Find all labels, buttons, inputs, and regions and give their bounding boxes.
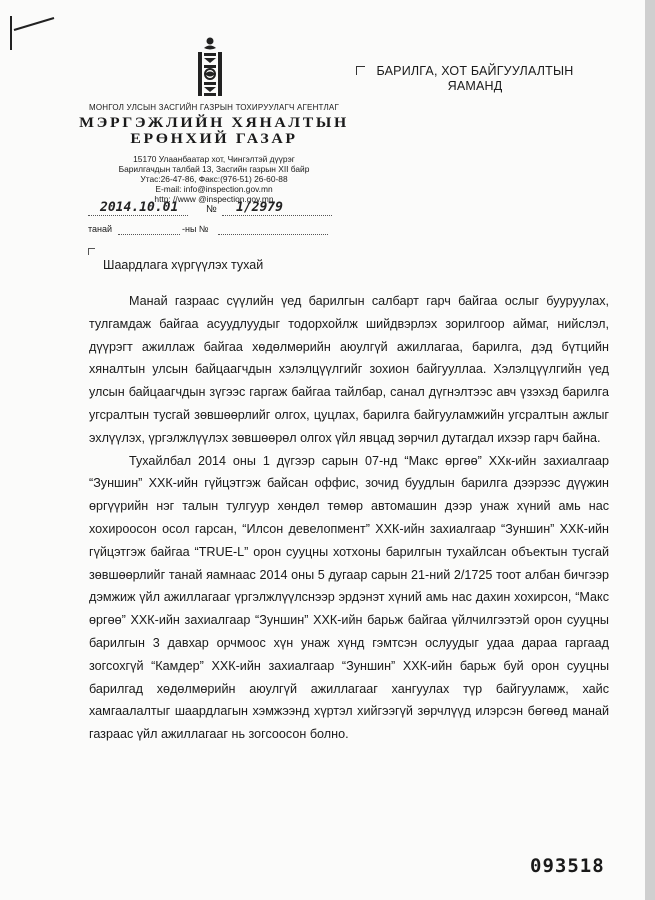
recipient-line1: БАРИЛГА, ХОТ БАЙГУУЛАЛТЫН [376,64,574,78]
letter-date: 2014.10.01 [100,200,179,215]
agency-letterhead [79,103,349,204]
body-paragraph: Тухайлбал 2014 оны 1 дүгээр сарын 07-нд “Макс өргөө” ХХк-ийн захиалгаар “Зуншин” ХХК-ийн гүйцэтгэж байсан оффис, зочид буудлын барилга дээрээс дүүжин өргүүрийн нэг талын тулгуур хөндөл төмөр автомашин дээр унаж хүний амь нас хохироосон осол гарсан, “Илсон девелопмент” ХХК-ийн захиалгаар “Зуншин” ХХК-ийн гүйцэтгэж байгаа “TRUE-L” орон сууцны хотхоны барилгын тухайлсан объектын тусгай зөвшөөрлийг танай яамнаас 2014 оны 5 дугаар сарын 21-ний 2/1725 тоот албан бичгээр дэмжиж үйл ажиллагааг үргэлжлүүлснээр эрдэнэт хүний амь нас дахин хохирсон, “Макс өргөө” ХХК-ийн захиалгаар “Зуншин” ХХК-ийн барьж байгаа үйлчилгээтэй орон сууцны барилгын 3 давхар орчмоос хүн унаж хүнд гэмтсэн ослуудыг удаа дараа гаргаад зогсохгүй “Камдер” ХХК-ийн захиалгаар “Зуншин” ХХК-ийн барьж буй орон сууцны барилгад хөдөлмөрийн аюулгүй ажиллагааг хангуулах түр байгууламж, хайс хамгаалалтыг шаардлагын хэмжээнд хүртэл хийгээгүй зөрчлүүд илэрсэн бөгөөд манай газраас үйл ажиллагааг нь зогсоосон болно. [89,453,609,742]
phone-line: Утас:26-47-86, Факс:(976-51) 26-60-88 [140,174,288,184]
handwritten-corner-mark [8,12,58,52]
body-paragraph: Манай газраас сүүлийн үед барилгын салбарт гарч байгаа ослыг бууруулах, тулгамдаж байгаа асуудлуудыг тодорхойлж шийдвэрлэх зорилгоор аймаг, нийслэл, дүүрэгт ажиллаж байгаа хөдөлмөрийн аюулгүй ажиллагаа, барилга, дэд бүтцийн хяналтын улсын байцаагчдын хэлэлцүүлгийг зохион байгууллаа. Хэлэлцүүлгийн үед улсын байцаагчдын зүгээс гаргаж байгаа тайлбар, санал дүгнэлтээс авч үзэхэд барилга угсралтын тусгай зөвшөөрлийг олгох, цуцлах, барилга байгууламжийн угсралтын ажлыг эхлүүлэх, үргэлжлүүлэх зөвшөөрөл олгох үйл явцад зөрчил дутагдал ихээр гарч байна. [89,294,609,445]
yours-number-label: -ны № [182,224,209,234]
subject-bracket [88,248,95,255]
recipient-line2: ЯАМАНД [447,79,503,93]
letter-body [89,290,609,746]
page-edge [645,0,655,900]
document-serial-number: 093518 [530,855,605,877]
address-line: Барилгачдын талбай 13, Засгийн газрын XII байр [118,164,310,174]
website-line: http: //www @inspection.gov.mn [154,194,274,204]
incoming-reference [88,224,333,238]
state-emblem-icon [190,36,230,100]
address-line: 15170 Улаанбаатар хот, Чингэлтэй дүүрэг [133,154,295,164]
government-line: МОНГОЛ УЛСЫН ЗАСГИЙН ГАЗРЫН ТОХИРУУЛАГЧ АГЕНТЛАГ [89,103,339,112]
recipient-bracket [356,66,365,75]
agency-address [84,154,344,204]
number-label: № [206,204,217,215]
letter-subject: Шаардлага хүргүүлэх тухай [103,258,264,272]
letter-number: 1/2979 [236,200,283,215]
agency-name-line1: МЭРГЭЖЛИЙН ХЯНАЛТЫН [79,115,349,131]
outgoing-reference [88,200,333,216]
yours-label: танай [88,224,113,234]
agency-name-line2: ЕРӨНХИЙ ГАЗАР [130,131,298,147]
email-line: E-mail: info@inspection.gov.mn [155,184,273,194]
recipient-block [370,64,580,94]
